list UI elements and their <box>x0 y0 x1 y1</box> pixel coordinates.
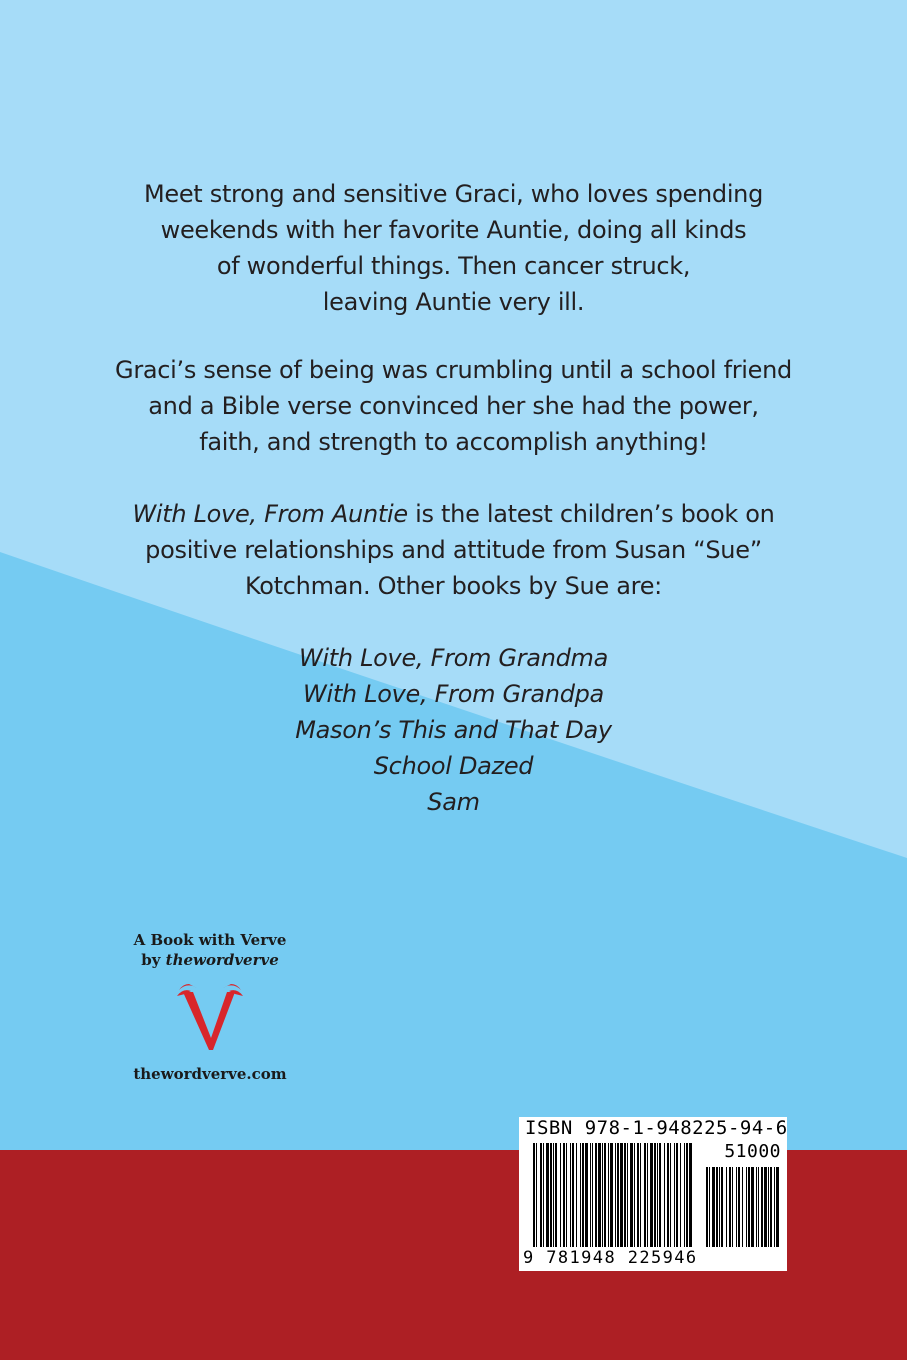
barcode-bar <box>647 1143 648 1247</box>
barcode-bar <box>667 1143 669 1247</box>
barcode-bar <box>634 1143 635 1247</box>
ean-digits: 9 781948 225946 <box>523 1248 698 1268</box>
price-barcode-bar <box>712 1167 715 1247</box>
publisher-byline <box>95 950 325 970</box>
barcode-bar <box>540 1143 542 1247</box>
barcode-bar <box>555 1143 557 1247</box>
barcode-bar <box>684 1143 685 1247</box>
barcode-bar <box>650 1143 653 1247</box>
blurb-paragraph-2 <box>0 352 907 460</box>
blurb-paragraph-1 <box>0 176 907 320</box>
blurb-line <box>0 496 907 532</box>
blurb-line: of wonderful things. Then cancer struck, <box>216 252 691 280</box>
barcode-bar <box>637 1143 639 1247</box>
barcode-bar <box>670 1143 671 1247</box>
publisher-v-logo-icon <box>175 978 245 1054</box>
barcode-bar <box>602 1143 603 1247</box>
barcode-bar <box>585 1143 588 1247</box>
price-barcode-bar <box>748 1167 750 1247</box>
price-barcode-bar <box>768 1167 769 1247</box>
price-barcode-bar <box>774 1167 775 1247</box>
barcode-bar <box>624 1143 626 1247</box>
barcode-bar <box>610 1143 613 1247</box>
barcode-bar <box>553 1143 554 1247</box>
barcode-bar <box>654 1143 656 1247</box>
publisher-website: thewordverve.com <box>133 1065 287 1083</box>
barcode-bar <box>576 1143 577 1247</box>
price-barcode-bar <box>721 1167 723 1247</box>
other-books-list <box>0 640 907 820</box>
barcode-bar <box>533 1143 535 1247</box>
blurb-line: Graci’s sense of being was crumbling until a school friend <box>115 356 792 384</box>
barcode-bar <box>543 1143 544 1247</box>
barcode-bar <box>664 1143 665 1247</box>
publisher-tagline: A Book with Verve <box>133 931 287 949</box>
price-barcode-bar <box>764 1167 767 1247</box>
barcode-bar <box>615 1143 616 1247</box>
isbn-label: ISBN 978-1-948225-94-6 <box>525 1117 788 1139</box>
barcode-bar <box>550 1143 552 1247</box>
barcode-bar <box>598 1143 601 1247</box>
publisher-name: thewordverve <box>165 951 279 969</box>
price-barcode-bar <box>709 1167 710 1247</box>
publisher-block <box>95 930 325 1084</box>
book-title: With Love, From Grandma <box>298 644 609 672</box>
barcode-bar <box>608 1143 609 1247</box>
barcode-bar <box>566 1143 567 1247</box>
barcode-bar <box>617 1143 619 1247</box>
price-barcode-bar <box>706 1167 708 1247</box>
barcode-bar <box>686 1143 688 1247</box>
price-barcode-bar <box>726 1167 727 1247</box>
book-title: Sam <box>427 788 480 816</box>
price-barcode-bar <box>751 1167 754 1247</box>
price-barcode-bar <box>776 1167 779 1247</box>
blurb-line: weekends with her favorite Auntie, doing all kinds <box>160 216 747 244</box>
book-title: With Love, From Grandpa <box>303 680 604 708</box>
barcode-bar <box>620 1143 623 1247</box>
blurb-line: positive relationships and attitude from Susan “Sue” <box>145 536 762 564</box>
barcode-bar <box>582 1143 584 1247</box>
barcode-bar <box>630 1143 633 1247</box>
barcode-bar <box>592 1143 593 1247</box>
book-title: School Dazed <box>373 752 534 780</box>
isbn-barcode <box>519 1117 787 1271</box>
barcode-bar <box>536 1143 537 1247</box>
price-barcode-bar <box>761 1167 763 1247</box>
price-code: 51000 <box>724 1141 781 1162</box>
price-barcode-bar <box>770 1167 772 1247</box>
blurb-line: Meet strong and sensitive Graci, who loves spending <box>143 180 764 208</box>
book-title: Mason’s This and That Day <box>295 716 612 744</box>
price-barcode-bar <box>756 1167 757 1247</box>
byline-prefix: by <box>141 951 166 969</box>
barcode-bar <box>676 1143 678 1247</box>
barcode-bar <box>659 1143 661 1247</box>
barcode-bar <box>560 1143 561 1247</box>
price-barcode-bar <box>738 1167 740 1247</box>
barcode-bar <box>595 1143 597 1247</box>
price-barcode-bar <box>729 1167 731 1247</box>
price-barcode-bar <box>719 1167 720 1247</box>
barcode-bar <box>572 1143 574 1247</box>
blurb-line-rest: is the latest children’s book on <box>407 500 775 528</box>
blurb-line: leaving Auntie very ill. <box>322 288 585 316</box>
barcode-bar <box>689 1143 692 1247</box>
barcode-bar <box>563 1143 565 1247</box>
barcode-bar <box>680 1143 681 1247</box>
barcode-bar <box>674 1143 675 1247</box>
barcode-bar <box>640 1143 641 1247</box>
price-barcode-bar <box>742 1167 743 1247</box>
blurb-paragraph-3 <box>0 496 907 604</box>
barcode-bar <box>590 1143 591 1247</box>
book-title-italic: With Love, From Auntie <box>132 500 408 528</box>
blurb-line: faith, and strength to accomplish anything! <box>199 428 708 456</box>
barcode-bar <box>644 1143 646 1247</box>
price-barcode-bar <box>716 1167 718 1247</box>
barcode-bar <box>580 1143 581 1247</box>
price-barcode-bar <box>746 1167 747 1247</box>
price-barcode-bar <box>732 1167 733 1247</box>
barcode-bar <box>627 1143 628 1247</box>
price-barcode-bar <box>758 1167 759 1247</box>
barcode-bar <box>546 1143 549 1247</box>
barcode-bar <box>604 1143 606 1247</box>
barcode-bar <box>657 1143 658 1247</box>
blurb-line: Kotchman. Other books by Sue are: <box>245 572 662 600</box>
price-barcode-bar <box>736 1167 737 1247</box>
barcode-bar <box>570 1143 571 1247</box>
blurb-line: and a Bible verse convinced her she had the power, <box>148 392 759 420</box>
